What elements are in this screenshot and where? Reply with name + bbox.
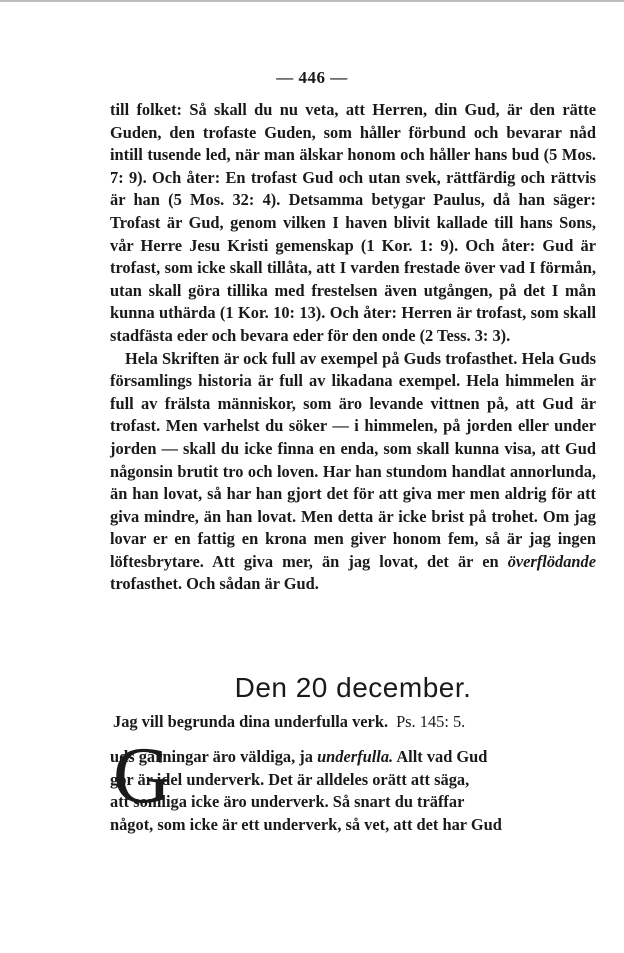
drop-cap-initial: G [113,732,171,820]
paragraph-3-line-1 [110,746,596,769]
top-border-rule [0,0,624,2]
paragraph-3-line-3: att somliga icke äro underverk. Så snart du träffar [110,792,465,812]
epigraph-text: Jag vill begrunda dina underfulla verk. [113,712,389,731]
epigraph-reference: Ps. 145: 5. [396,712,466,731]
paragraph-3-line-4: något, som icke är ett underverk, så vet, att det har Gud [110,814,502,834]
epigraph [113,711,599,733]
paragraph-1: till folket: Så skall du nu veta, att Herren, din Gud, är den rätte Guden, den trofaste Guden, som håller förbund och bevarar nåd intill tusende led, när man älskar honom och håller hans bud (5 Mos. 7: 9). Och åter: En trofast Gud och utan svek, rättfärdig och rättvis är han (5 Mos. 32: 4). Detsamma betygar Paulus, då han säger: Trofast är Gud, genom vilken I haven blivit kallade till hans Sons, vår Herre Jesu Kristi gemenskap (1 Kor. 1: 9). Och åter: Gud är trofast, som icke skall tillåta, att I varden frestade över vad I förmån, utan skall göra tillika med frestelsen även utgången, på det I mån kunna uthärda (1 Kor. 10: 13). Och åter: Herren är trofast, som skall stadfästa eder och bevara eder för den onde (2 Tess. 3: 3). [110,100,596,345]
body-text-section-2 [110,746,596,836]
paragraph-2-emphasis: överflödande [507,551,596,571]
line-1-end: Allt vad Gud [396,747,488,766]
paragraph-2 [110,348,596,597]
body-text-section-1 [110,99,596,596]
line-1-text: uds gärningar äro väldiga, ja [110,747,313,766]
paragraph-3-line-2: gör är idel underverk. Det är alldeles orätt att säga, [110,769,470,789]
paragraph-2-end: trofasthet. Och sådan är Gud. [110,574,319,594]
paragraph-2-text: Hela Skriften är ock full av exempel på Guds trofasthet. Hela Guds församlings historia är full av likadana exempel. Hela himmelen är full av frälsta människor, som äro levande vittnen på, att Gud är trofast. Men varhelst du söker — i himmelen, på jorden eller under jorden — skall du icke finna en enda, som skall kunna visa, att Gud någonsin brutit tro och loven. Har han stundom handlat annorlunda, än han lovat, så har han gjort det för att giva mer men aldrig för att giva mindre, än han lovat. Men detta är icke brist på trohet. Om jag lovar er en fattig en krona men giver honom fem, så är jag ingen löftesbrytare. Att giva mer, än jag lovat, det är en [110,348,596,571]
section-heading: Den 20 december. [234,672,472,703]
line-1-emphasis: underfulla. [317,747,394,766]
page-number: — 446 — [276,68,348,87]
